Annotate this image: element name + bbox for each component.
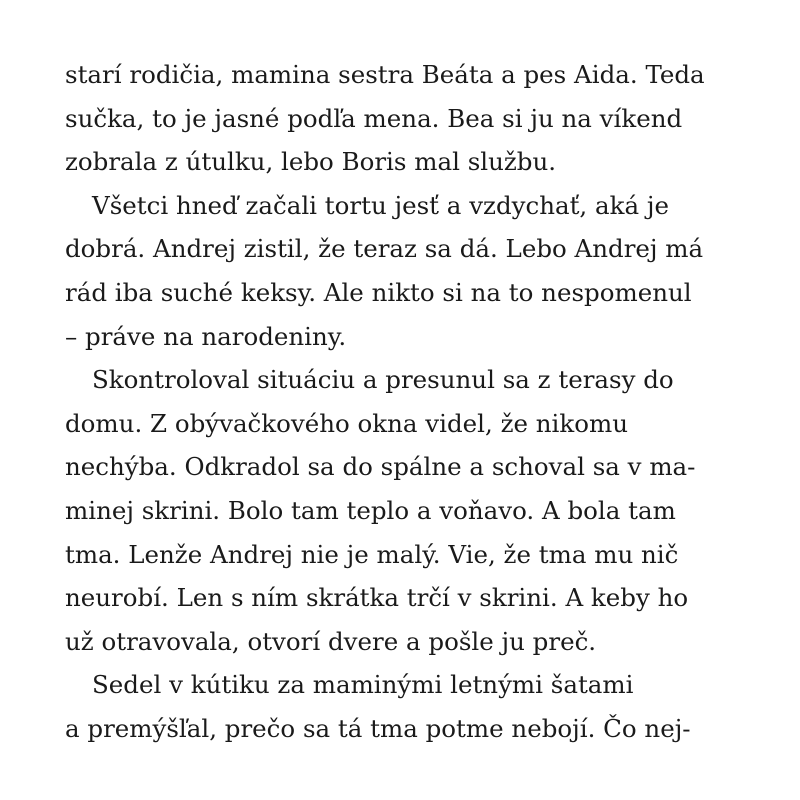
text-line: rád iba suché keksy. Ale nikto si na to nespomenul [65,277,692,307]
text-line: neurobí. Len s ním skrátka trčí v skrini. A keby ho [65,583,689,613]
text-line: domu. Z obývačkového okna videl, že nikomu [65,408,628,438]
text-line: a premýšľal, prečo sa tá tma potme nebojí. Čo nej- [65,713,691,743]
text-line: – práve na narodeniny. [65,321,347,351]
text-line: dobrá. Andrej zistil, že teraz sa dá. Lebo Andrej má [65,234,704,264]
paragraph-start-line: Skontroloval situáciu a presunul sa z terasy do [92,365,674,395]
text-line: už otravovala, otvorí dvere a pošle ju preč. [65,626,597,656]
text-line: sučka, to je jasné podľa mena. Bea si ju na víkend [65,103,683,133]
text-line: tma. Lenže Andrej nie je malý. Vie, že tma mu nič [65,539,679,569]
body-text [65,53,745,751]
text-line: minej skrini. Bolo tam teplo a voňavo. A bola tam [65,495,676,525]
text-line: nechýba. Odkradol sa do spálne a schoval sa v ma- [65,452,696,482]
paragraph-start-line: Sedel v kútiku za maminými letnými šatami [92,670,634,700]
paragraph-start-line: Všetci hneď začali tortu jesť a vzdychať, aká je [92,190,669,220]
text-line: starí rodičia, mamina sestra Beáta a pes Aida. Teda [65,60,705,89]
text-line: zobrala z útulku, lebo Boris mal službu. [65,147,557,177]
